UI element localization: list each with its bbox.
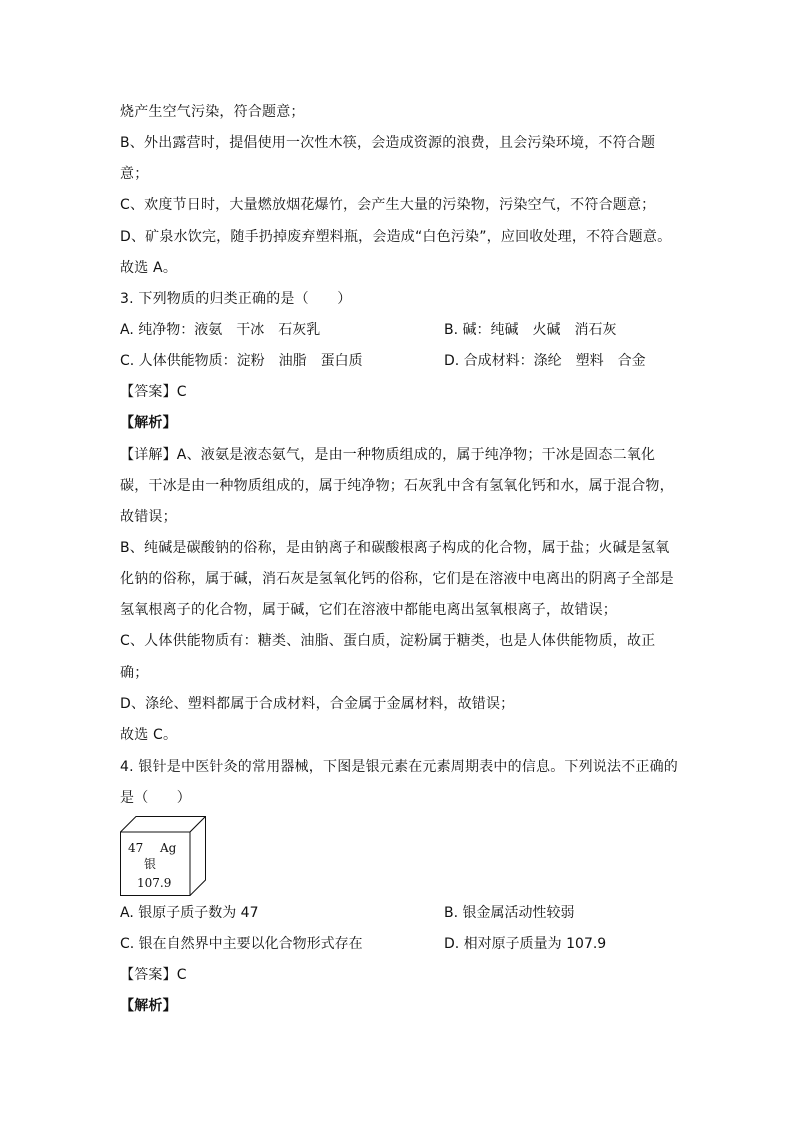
q3-option-a: A. 纯净物：液氨 干冰 石灰乳 — [120, 322, 321, 338]
question-4-stem: 4. 银针是中医针灸的常用器械，下图是银元素在元素周期表中的信息。下列说法不正确的 — [120, 759, 679, 775]
text-line: D、矿泉水饮完，随手扔掉废弃塑料瓶，会造成“白色污染”，应回收处理，不符合题意。 — [120, 229, 672, 245]
text-line: C、欢度节日时，大量燃放烟花爆竹，会产生大量的污染物，污染空气，不符合题意； — [120, 197, 656, 213]
q3-detail-line: C、人体供能物质有：糖类、油脂、蛋白质，淀粉属于糖类，也是人体供能物质，故正 — [120, 633, 656, 649]
q3-option-c: C. 人体供能物质：淀粉 油脂 蛋白质 — [120, 353, 363, 369]
text-line: 意； — [120, 166, 149, 182]
q3-detail-line: 化钠的俗称，属于碱，消石灰是氢氧化钙的俗称，它们是在溶液中电离出的阴离子全部是 — [120, 571, 674, 587]
q3-detail-line: 确； — [120, 665, 149, 681]
element-symbol: Ag — [160, 841, 177, 855]
q3-detail-line: 故错误； — [120, 509, 177, 525]
text-line: 烧产生空气污染，符合题意； — [120, 104, 305, 120]
question-3-stem: 3. 下列物质的归类正确的是（ ） — [120, 291, 352, 307]
element-cell-figure — [120, 816, 206, 896]
q3-detail-line: 碳，干冰是由一种物质组成的，属于纯净物；石灰乳中含有氢氧化钙和水，属于混合物， — [120, 478, 674, 494]
atomic-number: 47 — [128, 841, 144, 855]
q4-option-d: D. 相对原子质量为 107.9 — [444, 936, 607, 952]
atomic-mass: 107.9 — [137, 876, 172, 890]
q4-answer: 【答案】C — [120, 967, 187, 983]
text-line: 故选 A。 — [120, 260, 178, 276]
q3-option-d: D. 合成材料：涤纶 塑料 合金 — [444, 353, 646, 369]
q3-detail-line: 氢氧根离子的化合物，属于碱，它们在溶液中都能电离出氢氧根离子，故错误； — [120, 602, 617, 618]
q3-detail-line: 故选 C。 — [120, 727, 178, 743]
q3-detail-line: 【详解】A、液氨是液态氨气，是由一种物质组成的，属于纯净物；干冰是固态二氧化 — [120, 447, 656, 463]
q3-answer: 【答案】C — [120, 384, 187, 400]
q3-detail-line: D、涤纶、塑料都属于合成材料，合金属于金属材料，故错误； — [120, 696, 515, 712]
q3-analysis-label: 【解析】 — [120, 415, 177, 431]
element-name: 银 — [144, 857, 157, 871]
q3-detail-line: B、纯碱是碳酸钠的俗称，是由钠离子和碳酸根离子构成的化合物，属于盐；火碱是氢氧 — [120, 540, 670, 556]
q4-analysis-label: 【解析】 — [120, 998, 177, 1014]
q4-option-a: A. 银原子质子数为 47 — [120, 905, 259, 921]
q4-option-b: B. 银金属活动性较弱 — [444, 905, 575, 921]
text-line: B、外出露营时，提倡使用一次性木筷，会造成资源的浪费，且会污染环境，不符合题 — [120, 135, 656, 151]
q3-option-b: B. 碱：纯碱 火碱 消石灰 — [444, 322, 617, 338]
question-4-stem: 是（ ） — [120, 790, 191, 806]
q4-option-c: C. 银在自然界中主要以化合物形式存在 — [120, 936, 363, 952]
